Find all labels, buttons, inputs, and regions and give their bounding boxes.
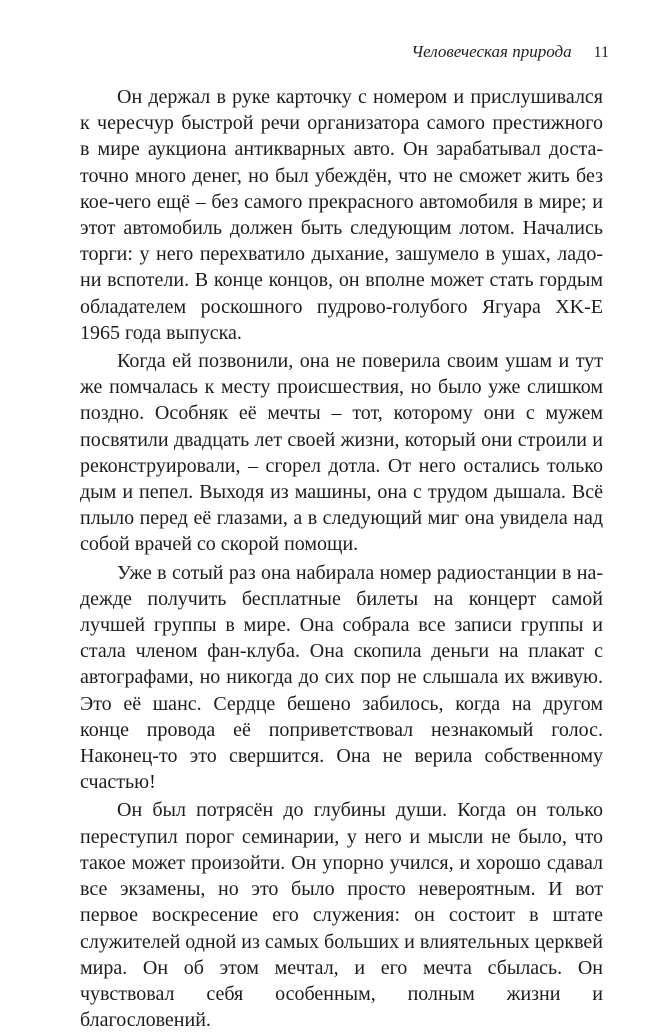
chapter-title: Человеческая природа: [411, 42, 572, 61]
paragraph-3: Уже в сотый раз она набирала номер радиостанции в надежде получить бесплатные билеты на концерт самой лучшей группы в мире. Она собрала все записи группы и стала членом фан-клуба. Она скопила деньги на плакат с автографами, но никогда до сих пор не слышала их вживую. Это её шанс. Сердце бешено забилось, когда на другом конце провода её поприветствовал незнакомый голос. Наконец-то это свершится. Она не верила собственному счастью!: [80, 561, 603, 794]
body-text: [80, 84, 603, 1035]
running-head: [70, 42, 609, 64]
paragraph-1: Он держал в руке карточку с номером и прислушивался к чересчур быстрой речи организатора самого престижного в мире аукциона антикварных авто. Он зарабатывал достаточно много денег, но был убеждён, что не сможет жить без кое-чего ещё – без самого прекрасного автомобиля в мире; и этот автомобиль должен быть следующим лотом. Начались торги: у него перехватило дыхание, зашумело в ушах, ладони вспотели. В конце концов, он вполне может стать гордым обладателем роскошного пудрово-голубого Ягуара XK-E 1965 года выпуска.: [80, 86, 603, 344]
paragraph-2: Когда ей позвонили, она не поверила своим ушам и тут же помчалась к месту происшествия, но было уже слишком поздно. Особняк её мечты – тот, которому они с мужем посвятили двадцать лет своей жизни, который они строили и реконструировали, – сгорел дотла. От него остались только дым и пепел. Выходя из машины, она с трудом дышала. Всё плыло перед её глазами, а в следующий миг она увидела над собой врачей со скорой помощи.: [80, 350, 603, 556]
paragraph-4: Он был потрясён до глубины души. Когда он только переступил порог семинарии, у него и мысли не было, что такое может произойти. Он упорно учился, и хорошо сдавал все экзамены, но это было просто невероятным. И вот первое воскресение его служения: он состоит в штате служителей одной из самых больших и влиятельных церквей мира. Он об этом мечтал, и его мечта сбылась. Он чувствовал себя особенным, полным жизни и благословений.: [80, 799, 603, 1032]
page-number: 11: [593, 44, 609, 61]
